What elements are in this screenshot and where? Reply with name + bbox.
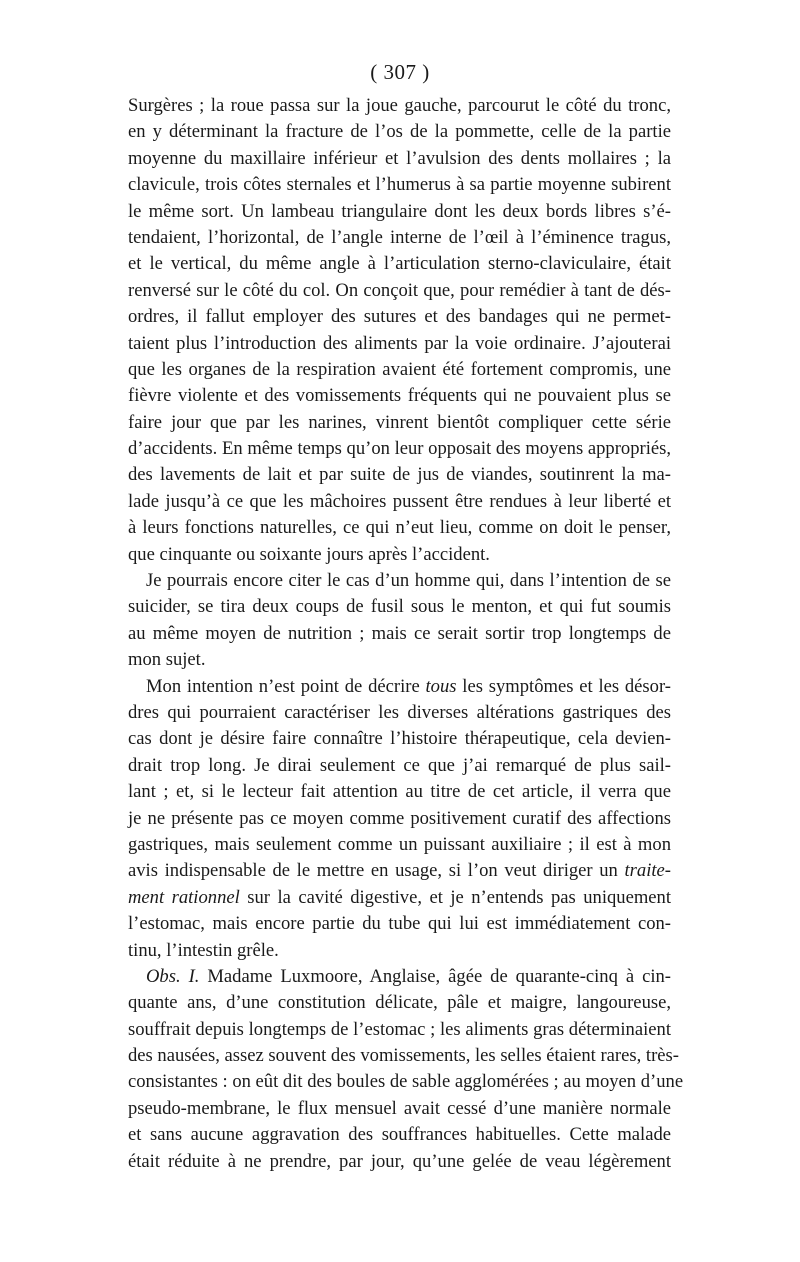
text-line: mon sujet. (128, 649, 206, 671)
paragraph-start: Je pourrais encore citer le cas d’un homme qui, dans l’intention de se (146, 570, 671, 592)
text-line: consistantes : on eût dit des boules de sable agglomérées ; au moyen d’une (128, 1071, 684, 1093)
text-line: pseudo-membrane, le flux mensuel avait cessé d’une manière normale (128, 1097, 671, 1119)
italic-word: ment rationnel (128, 886, 240, 908)
text-line: et le vertical, du même angle à l’articulation sterno-claviculaire, était (128, 253, 671, 275)
text-line: moyenne du maxillaire inférieur et l’avulsion des dents mollaires ; la (128, 147, 671, 169)
text-line (128, 858, 671, 884)
text-line: lade jusqu’à ce que les mâchoires pussent être rendues à leur liberté et (128, 490, 671, 512)
italic-word: tous (425, 675, 457, 697)
text-line: l’estomac, mais encore partie du tube qui lui est immédiatement con- (128, 913, 671, 935)
paragraph-start (128, 674, 671, 700)
text-line: ordres, il fallut employer des sutures et des bandages qui ne permet- (128, 306, 671, 328)
text-line: des lavements de lait et par suite de jus de viandes, soutinrent la ma- (128, 464, 671, 486)
text-line (128, 885, 671, 911)
text-line: lant ; et, si le lecteur fait attention au titre de cet article, il verra que (128, 781, 671, 803)
italic-word: traite- (624, 860, 671, 882)
text-line: que cinquante ou soixante jours après l’accident. (128, 543, 490, 565)
text-line: cas dont je désire faire connaître l’histoire thérapeutique, cela devien- (128, 728, 671, 750)
text-line: taient plus l’introduction des aliments par la voie ordinaire. J’ajouterai (128, 332, 671, 354)
text-line: faire jour que par les narines, vinrent bientôt compliquer cette série (128, 411, 671, 433)
text-line: dres qui pourraient caractériser les diverses altérations gastriques des (128, 701, 671, 723)
text-span: les symptômes et les désor- (456, 675, 671, 697)
text-line: le même sort. Un lambeau triangulaire dont les deux bords libres s’é- (128, 200, 671, 222)
text-line: que les organes de la respiration avaient été fortement compromis, une (128, 358, 671, 380)
text-line: suicider, se tira deux coups de fusil sous le menton, et qui fut soumis (128, 596, 671, 618)
text-line: fièvre violente et des vomissements fréquents qui ne pouvaient plus se (128, 385, 671, 407)
observation-heading-line (128, 964, 671, 990)
text-span: sur la cavité digestive, et je n’entends pas uniquement (239, 886, 672, 908)
text-line: à leurs fonctions naturelles, ce qui n’eut lieu, comme on doit le penser, (128, 517, 671, 539)
text-line: Surgères ; la roue passa sur la joue gauche, parcourut le côté du tronc, (128, 95, 671, 116)
text-span: avis indispensable de le mettre en usage, si l’on veut diriger un (128, 860, 625, 882)
text-line: renversé sur le côté du col. On conçoit que, pour remédier à tant de dés- (128, 279, 671, 301)
text-line: et sans aucune aggravation des souffrances habituelles. Cette malade (128, 1124, 671, 1146)
page-number: ( 307 ) (370, 60, 430, 84)
text-line: clavicule, trois côtes sternales et l’humerus à sa partie moyenne subirent (128, 174, 671, 196)
text-line: tendaient, l’horizontal, de l’angle interne de l’œil à l’éminence tragus, (128, 226, 671, 248)
text-line: souffrait depuis longtemps de l’estomac ; les aliments gras déterminaient (128, 1018, 671, 1040)
text-line: drait trop long. Je dirai seulement ce que j’ai remarqué de plus sail- (128, 754, 671, 776)
text-line: d’accidents. En même temps qu’on leur opposait des moyens appropriés, (128, 438, 671, 460)
text-line: était réduite à ne prendre, par jour, qu’une gelée de veau légèrement (128, 1150, 671, 1172)
text-line: je ne présente pas ce moyen comme positivement curatif des affections (128, 807, 671, 829)
text-line: quante ans, d’une constitution délicate, pâle et maigre, langoureuse, (128, 992, 671, 1014)
text-line: des nausées, assez souvent des vomissements, les selles étaient rares, très- (128, 1045, 679, 1067)
text-span: Mon intention n’est point de décrire (146, 675, 426, 697)
body-text (128, 93, 684, 1175)
text-line: en y déterminant la fracture de l’os de la pommette, celle de la partie (128, 121, 671, 143)
text-line: gastriques, mais seulement comme un puissant auxiliaire ; il est à mon (128, 833, 671, 855)
observation-label: Obs. I. (146, 965, 200, 987)
text-line: tinu, l’intestin grêle. (128, 939, 279, 961)
text-span: Madame Luxmoore, Anglaise, âgée de quarante-cinq à cin- (199, 965, 671, 987)
text-line: au même moyen de nutrition ; mais ce serait sortir trop longtemps de (128, 622, 671, 644)
